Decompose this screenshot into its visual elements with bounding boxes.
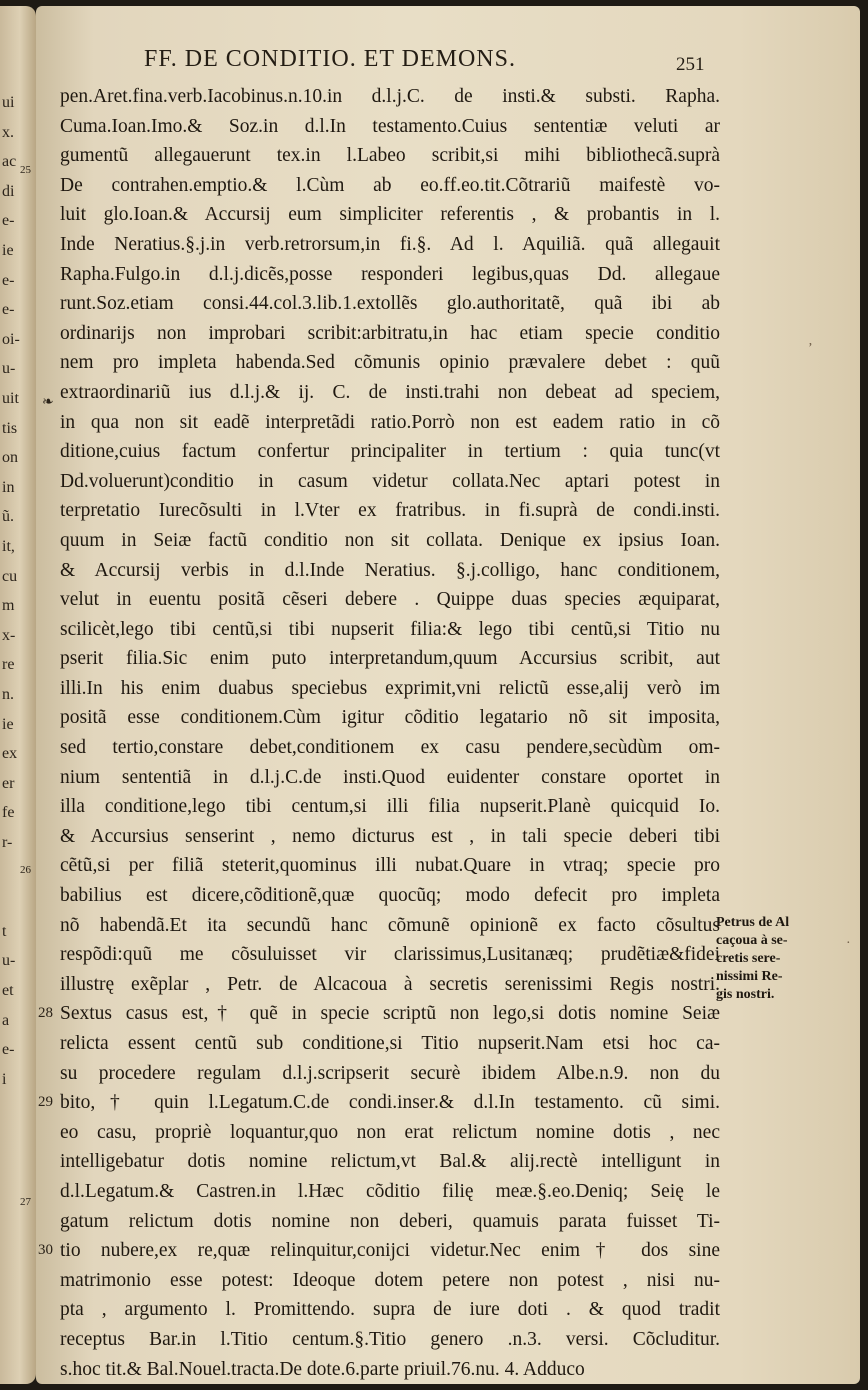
- facing-page-fragment: n.: [2, 686, 14, 703]
- facing-page-fragment: ui: [2, 94, 15, 111]
- text-line: [60, 940, 720, 970]
- page-number: 251: [676, 54, 705, 75]
- line-text: De contrahen.emptio.& l.Cùm ab eo.ff.eo.tit.Cõtrariũ maifestè vo-: [60, 174, 720, 196]
- text-line: [60, 112, 720, 142]
- line-text: nium sententiã in d.l.j.C.de insti.Quod euidenter constare oportet in: [60, 766, 720, 788]
- text-line: [60, 200, 720, 230]
- text-line: [60, 556, 720, 586]
- facing-page-fragment: it,: [2, 538, 15, 555]
- text-line: [60, 1207, 720, 1237]
- text-line: [60, 881, 720, 911]
- line-text: bito,† quin l.Legatum.C.de condi.inser.& d.l.In testamento. cũ simi.: [60, 1092, 720, 1114]
- facing-page-fragment: cu: [2, 567, 18, 585]
- text-line: [60, 408, 720, 438]
- text-line: [60, 1355, 720, 1384]
- text-line: [38, 1236, 720, 1266]
- text-line: [60, 496, 720, 526]
- marginal-note-line: caçoua à se-: [716, 933, 788, 948]
- text-line: [60, 319, 720, 349]
- facing-page-fragment: u-: [2, 360, 16, 378]
- facing-page-fragment: m: [2, 597, 15, 615]
- line-text: d.l.Legatum.& Castren.in l.Hæc cõditio filię meæ.§.eo.Deniq; Seię le: [60, 1180, 720, 1202]
- line-text: Rapha.Fulgo.in d.l.j.dicẽs,posse responderi legibus,quas Dd. allegaue: [60, 263, 720, 285]
- text-line: [60, 1029, 720, 1059]
- facing-page-edge: [0, 6, 36, 1384]
- line-text: illustrę exẽplar , Petr. de Alcacoua à secretis serenissimi Regis nostri.: [60, 973, 720, 995]
- text-line: [60, 1147, 720, 1177]
- facing-page-fragment: uit: [2, 390, 19, 407]
- facing-page-fragment: et: [2, 982, 14, 999]
- facing-page-line-number: 25: [20, 164, 31, 176]
- marginal-note-line: Petrus de Al: [716, 915, 790, 930]
- text-line: [60, 792, 720, 822]
- facing-page-fragment: oi-: [2, 330, 20, 348]
- line-text: velut in euentu positã cẽseri debere . Quippe duas species æquiparat,: [60, 589, 720, 611]
- text-line: [38, 999, 720, 1029]
- line-text: illi.In his enim duabus speciebus exprimit,vni relictũ esse,alij verò im: [60, 677, 720, 699]
- line-number: 29: [38, 1094, 53, 1111]
- text-line: [60, 674, 720, 704]
- facing-page-fragment: ex: [2, 745, 18, 763]
- line-number: 28: [38, 1005, 53, 1022]
- text-line: [60, 1118, 720, 1148]
- text-line: [60, 437, 720, 467]
- line-text: in qua non sit eadẽ interpretãdi ratio.Porrò non est eadem ratio in cõ: [60, 411, 720, 433]
- margin-mark: ·: [846, 936, 851, 951]
- line-text: Inde Neratius.§.j.in verb.retrorsum,in fi.§. Ad l. Aquiliã. quã allegauit: [60, 233, 720, 255]
- facing-page-fragment: e-: [2, 271, 15, 289]
- line-text: scilicèt,lego tibi centũ,si tibi nupserit filia:& lego tibi centũ,si Titio nu: [60, 618, 720, 640]
- margin-mark: ❧: [42, 395, 54, 410]
- facing-page-fragment: u-: [2, 952, 16, 970]
- line-text: tio nubere,ex re,quæ relinquitur,conijci videtur.Nec enim† dos sine: [60, 1240, 720, 1262]
- line-text: & Accursij verbis in d.l.Inde Neratius. §.j.colligo, hanc conditionem,: [60, 559, 720, 581]
- facing-page-fragment: x.: [2, 123, 14, 141]
- text-line: [60, 970, 720, 1000]
- line-text: intelligebatur dotis nomine relictum,vt Bal.& alij.rectè intelligunt in: [60, 1151, 720, 1173]
- line-number: 30: [38, 1242, 53, 1259]
- line-text: pserit filia.Sic enim puto interpretandum,quum Accursius scribit, aut: [60, 648, 720, 670]
- line-text: pen.Aret.fina.verb.Iacobinus.n.10.in d.l.j.C. de insti.& substi. Rapha.: [60, 86, 720, 107]
- facing-page-fragment: di: [2, 182, 15, 200]
- facing-page-fragment: x-: [2, 626, 16, 644]
- line-text: ditione,cuius factum confertur principaliter in tertium : quia tunc(vt: [60, 441, 720, 463]
- text-line: [60, 644, 720, 674]
- facing-page-fragment: ac: [2, 153, 17, 171]
- facing-page-line-number: 26: [20, 864, 31, 876]
- book-page: [36, 6, 860, 1384]
- line-text: receptus Bar.in l.Titio centum.§.Titio genero .n.3. versi. Cõcluditur.: [60, 1328, 720, 1350]
- line-text: Dd.voluerunt)conditio in casum videtur collata.Nec aptari potest in: [60, 470, 720, 492]
- text-line: [60, 911, 720, 941]
- line-text: relicta essent centũ sub conditione,si Titio nupserit.Nam etsi hoc ca-: [60, 1033, 720, 1054]
- text-line: [60, 230, 720, 260]
- line-text: & Accursius senserint , nemo dicturus est , in tali specie deberi tibi: [60, 825, 720, 847]
- line-text: positã esse conditionem.Cùm igitur cõditio legatario nõ sit imposita,: [60, 707, 720, 729]
- text-line: [60, 703, 720, 733]
- facing-page-fragment: er: [2, 774, 15, 792]
- line-text: quum in Seiæ factũ conditio non sit collata. Denique ex ipsius Ioan.: [60, 529, 720, 551]
- facing-page-fragment: fe: [2, 804, 15, 822]
- line-text: Cuma.Ioan.Imo.& Soz.in d.l.In testamento.Cuius sententiæ veluti ar: [60, 115, 720, 137]
- text-line: [60, 171, 720, 201]
- text-line: [60, 1325, 720, 1355]
- facing-page-fragment: in: [2, 478, 15, 496]
- text-line: [60, 1177, 720, 1207]
- line-text: extraordinariũ ius d.l.j.& ij. C. de insti.trahi non debeat ad speciem,: [60, 381, 720, 403]
- text-line: [60, 141, 720, 171]
- facing-page-fragment: r-: [2, 834, 13, 851]
- line-text: matrimonio esse potest: Ideoque dotem petere non potest , nisi nu-: [60, 1269, 720, 1291]
- text-line: [60, 526, 720, 556]
- marginal-note: [716, 914, 816, 1004]
- facing-page-fragment: e-: [2, 301, 15, 319]
- line-text: su procedere regulam d.l.j.scripserit securè ibidem Albe.n.9. non du: [60, 1062, 720, 1084]
- line-text: s.hoc tit.& Bal.Nouel.tracta.De dote.6.parte priuil.76.nu. 4. Adduco: [60, 1358, 585, 1380]
- facing-page-fragment: t: [2, 922, 7, 940]
- line-text: babilius est dicere,cõditionẽ,quæ quocũq; modo defecit pro impleta: [60, 885, 720, 907]
- text-line: [60, 1266, 720, 1296]
- running-title: FF. DE CONDITIO. ET DEMONS.: [144, 46, 516, 72]
- facing-page-fragment: tis: [2, 419, 18, 437]
- line-text: eo casu, propriè loquantur,quo non erat relictum nomine dotis , nec: [60, 1121, 720, 1143]
- line-text: terpretatio Iurecõsulti in l.Vter ex fratribus. in fi.suprà de condi.insti.: [60, 500, 720, 522]
- text-line: [60, 585, 720, 615]
- facing-page-line-number: 27: [20, 1196, 31, 1208]
- marginal-note-line: nissimi Re-: [716, 969, 783, 984]
- body-text: [38, 82, 720, 1384]
- marginal-note-line: gis nostri.: [716, 987, 775, 1002]
- line-text: Sextus casus est,† quẽ in specie scriptũ non lego,si dotis nomine Seiæ: [60, 1003, 720, 1025]
- text-line: [60, 467, 720, 497]
- facing-page-fragment: re: [2, 656, 15, 674]
- text-line: [60, 763, 720, 793]
- text-line: [60, 82, 720, 112]
- facing-page-fragment: i: [2, 1070, 7, 1088]
- text-line: [60, 822, 720, 852]
- text-line: [60, 733, 720, 763]
- text-line: [60, 260, 720, 290]
- facing-page-fragment: on: [2, 449, 18, 467]
- line-text: nõ habendã.Et ita secundũ hanc cõmunẽ opinionẽ ex facto cõsultus: [60, 914, 720, 936]
- line-text: sed tertio,constare debet,conditionem ex casu pendere,secùdùm om-: [60, 737, 720, 759]
- line-text: runt.Soz.etiam consi.44.col.3.lib.1.extollẽs glo.authoritatẽ, quã ibi ab: [60, 293, 720, 315]
- line-text: luit glo.Ioan.& Accursij eum simpliciter referentis , & probantis in l.: [60, 204, 720, 226]
- facing-page-fragment: e-: [2, 212, 15, 230]
- text-line: [60, 378, 720, 408]
- line-text: gatum relictum dotis nomine non deberi, quamuis parata fuisset Ti-: [60, 1210, 720, 1232]
- line-text: ordinarijs non improbari scribit:arbitratu,in hac etiam specie conditio: [60, 322, 720, 344]
- line-text: nem pro impleta habenda.Sed cõmunis opinio prævalere debet : quũ: [60, 352, 720, 374]
- facing-page-fragment: ie: [2, 242, 14, 259]
- line-text: respõdi:quũ me cõsuluisset vir clarissimus,Lusitanæq; prudẽtiæ&fidei: [60, 944, 720, 966]
- facing-page-fragment: a: [2, 1011, 10, 1029]
- line-text: illa conditione,lego tibi centum,si illi filia nupserit.Planè quicquid Io.: [60, 796, 720, 818]
- text-line: [60, 615, 720, 645]
- facing-page-fragment: e-: [2, 1041, 15, 1059]
- text-line: [60, 1059, 720, 1089]
- margin-mark: ʼ: [808, 341, 813, 356]
- line-text: pta , argumento l. Promittendo. supra de iure doti . & quod tradit: [60, 1299, 720, 1321]
- text-line: [60, 851, 720, 881]
- text-line: [60, 289, 720, 319]
- facing-page-fragment: ũ.: [2, 508, 14, 526]
- line-text: cẽtũ,si per filiã steterit,quominus illi nubat.Quare in vtraq; specie pro: [60, 855, 720, 877]
- facing-page-fragment: ie: [2, 715, 14, 733]
- line-text: gumentũ allegauerunt tex.in l.Labeo scribit,si mihi bibliothecã.suprà: [60, 145, 720, 167]
- text-line: [60, 1295, 720, 1325]
- marginal-note-line: cretis sere-: [716, 951, 781, 966]
- text-line: [38, 1088, 720, 1118]
- text-line: [60, 348, 720, 378]
